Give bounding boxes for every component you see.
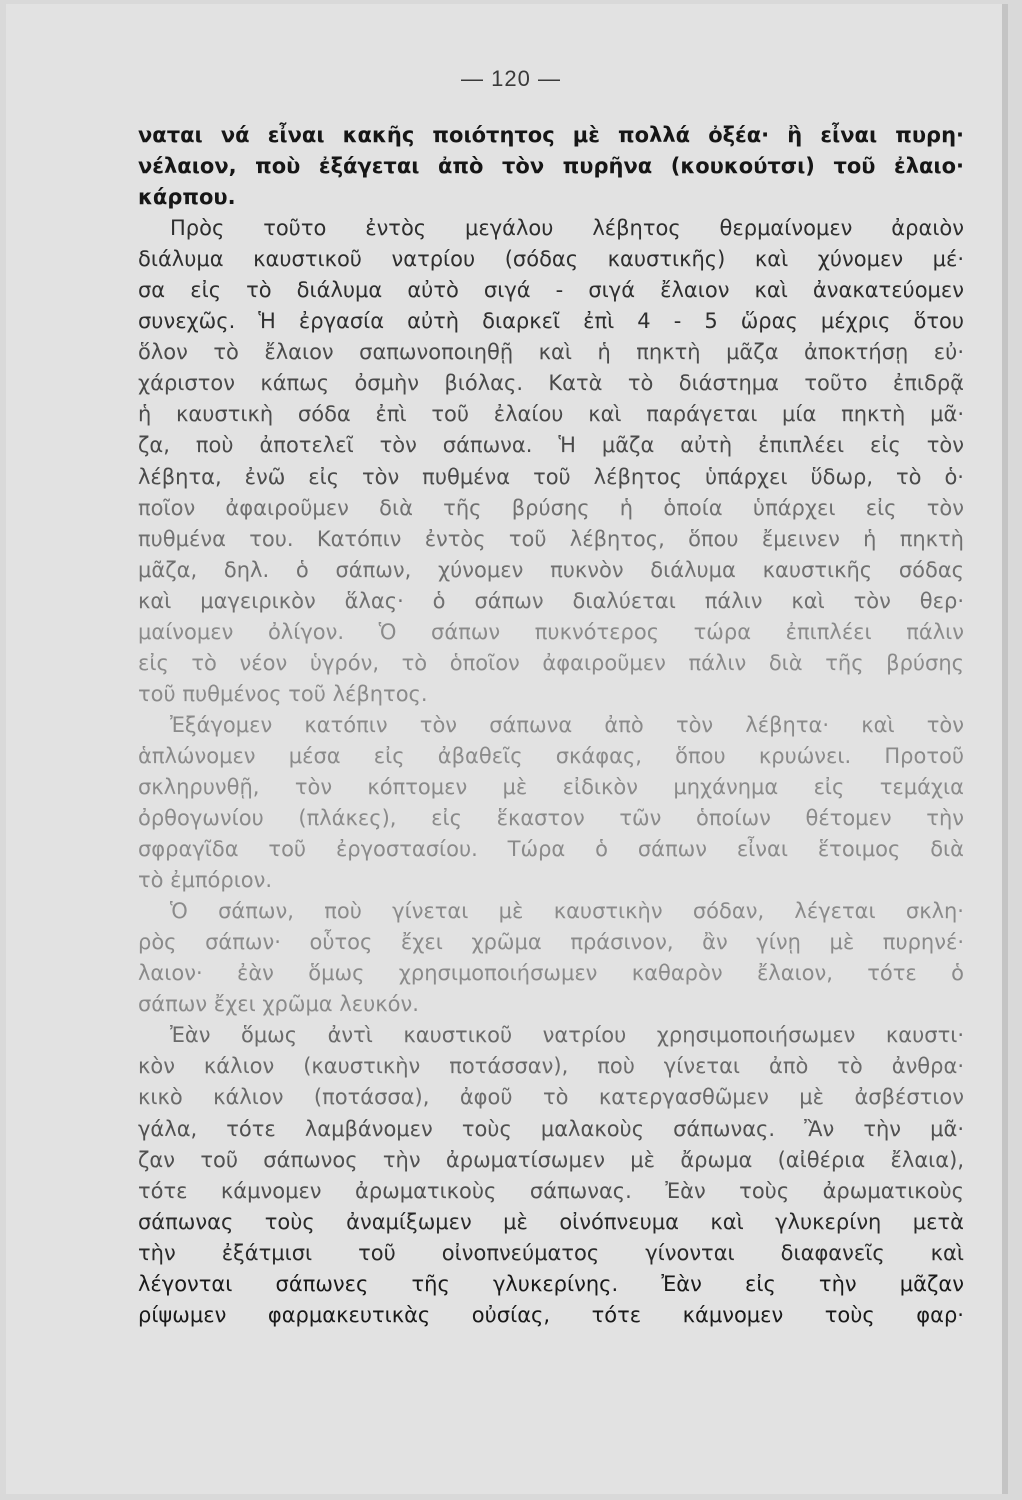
text-line: τὸ ἐμπόριον. [138,868,273,893]
text-line: τότε κάμνομεν ἀρωματικοὺς σάπωνας. Ἐὰν τοὺς ἀρωματικοὺς [138,1178,964,1203]
text-line: σκληρυνθῇ, τὸν κόπτομεν μὲ εἰδικὸν μηχάνημα εἰς τεμάχια [138,774,964,799]
text-line: σα εἰς τὸ διάλυμα αὐτὸ σιγά - σιγά ἔλαιον καὶ ἀνακατεύομεν [138,278,964,303]
text-line: γάλα, τότε λαμβάνομεν τοὺς μαλακοὺς σάπωνας. Ἂν τὴν μᾶ· [138,1116,964,1141]
text-line: ἁπλώνομεν μέσα εἰς ἀβαθεῖς σκάφας, ὅπου κρυώνει. Προτοῦ [138,743,964,768]
text-line: μᾶζα, δηλ. ὁ σάπων, χύνομεν πυκνὸν διάλυμα καυστικῆς σόδας [138,557,964,582]
text-line: λέβητα, ἐνῶ εἰς τὸν πυθμένα τοῦ λέβητος ὑπάρχει ὕδωρ, τὸ ὁ· [138,464,964,489]
text-line: ὅλον τὸ ἔλαιον σαπωνοποιηθῇ καὶ ἡ πηκτὴ μᾶζα ἀποκτήσῃ εὐ· [138,340,964,365]
page-number: — 120 — [461,66,561,91]
text-line: συνεχῶς. Ἡ ἐργασία αὐτὴ διαρκεῖ ἐπὶ 4 - 5 ὥρας μέχρις ὅτου [138,309,964,334]
text-line: κὸν κάλιον (καυστικὴν ποτάσσαν), ποὺ γίνεται ἀπὸ τὸ ἀνθρα· [138,1054,964,1079]
text-line: λέγονται σάπωνες τῆς γλυκερίνης. Ἐὰν εἰς τὴν μᾶζαν [138,1271,964,1296]
text-line: Ὁ σάπων, ποὺ γίνεται μὲ καυστικὴν σόδαν, λέγεται σκλη· [170,899,964,924]
text-line: χάριστον κάπως ὀσμὴν βιόλας. Κατὰ τὸ διάστημα τοῦτο ἐπιδρᾷ [138,371,964,396]
body-text [138,120,964,1331]
text-line: ζα, ποὺ ἀποτελεῖ τὸν σάπωνα. Ἡ μᾶζα αὐτὴ ἐπιπλέει εἰς τὸν [138,433,964,458]
text-line: τοῦ πυθμένος τοῦ λέβητος. [138,681,428,706]
text-line: λαιον· ἐὰν ὅμως χρησιμοποιήσωμεν καθαρὸν ἔλαιον, τότε ὁ [138,961,964,986]
text-line: πυθμένα του. Κατόπιν ἐντὸς τοῦ λέβητος, ὅπου ἔμεινεν ἡ πηκτὴ [138,526,964,551]
text-line: καὶ μαγειρικὸν ἅλας· ὁ σάπων διαλύεται πάλιν καὶ τὸν θερ· [138,588,964,613]
text-line: Ἐὰν ὅμως ἀντὶ καυστικοῦ νατρίου χρησιμοποιήσωμεν καυστι· [170,1023,964,1048]
text-line: σάπωνας τοὺς ἀναμίξωμεν μὲ οἰνόπνευμα καὶ γλυκερίνη μετὰ [138,1209,964,1234]
text-line: ἡ καυστικὴ σόδα ἐπὶ τοῦ ἐλαίου καὶ παράγεται μία πηκτὴ μᾶ· [138,402,964,427]
text-line: εἰς τὸ νέον ὑγρόν, τὸ ὁποῖον ἀφαιροῦμεν πάλιν διὰ τῆς βρύσης [138,650,964,675]
text-line: ὀρθογωνίου (πλάκες), εἰς ἕκαστον τῶν ὁποίων θέτομεν τὴν [138,806,964,831]
text-line: μαίνομεν ὀλίγον. Ὁ σάπων πυκνότερος τώρα ἐπιπλέει πάλιν [138,619,964,644]
text-line: σάπων ἔχει χρῶμα λευκόν. [138,992,419,1017]
text-line: τὴν ἐξάτμισι τοῦ οἰνοπνεύματος γίνονται διαφανεῖς καὶ [138,1240,964,1265]
text-line: κάρπου. [138,185,236,210]
text-line: Ἐξάγομεν κατόπιν τὸν σάπωνα ἀπὸ τὸν λέβητα· καὶ τὸν [170,712,964,737]
text-line: ρὸς σάπων· οὗτος ἔχει χρῶμα πράσινον, ἂν γίνῃ μὲ πυρηνέ· [138,930,964,955]
text-line: ποῖον ἀφαιροῦμεν διὰ τῆς βρύσης ἡ ὁποία ὑπάρχει εἰς τὸν [138,495,964,520]
text-line: κικὸ κάλιον (ποτάσσα), ἀφοῦ τὸ κατεργασθῶμεν μὲ ἀσβέστιον [138,1085,964,1110]
text-line: σφραγῖδα τοῦ ἐργοστασίου. Τώρα ὁ σάπων εἶναι ἕτοιμος διὰ [138,837,964,862]
text-line: διάλυμα καυστικοῦ νατρίου (σόδας καυστικῆς) καὶ χύνομεν μέ· [138,247,964,272]
text-line: ναται νά εἶναι κακῆς ποιότητος μὲ πολλά ὀξέα· ἢ εἶναι πυρη· [138,123,964,147]
text-line: Πρὸς τοῦτο ἐντὸς μεγάλου λέβητος θερμαίνομεν ἀραιὸν [170,216,964,241]
text-line: ρίψωμεν φαρμακευτικὰς οὐσίας, τότε κάμνομεν τοὺς φαρ· [138,1302,964,1327]
text-line: ζαν τοῦ σάπωνος τὴν ἀρωματίσωμεν μὲ ἄρωμα (αἰθέρια ἔλαια), [138,1147,964,1172]
text-line: νέλαιον, ποὺ ἐξάγεται ἀπὸ τὸν πυρῆνα (κουκούτσι) τοῦ ἐλαιο· [138,154,964,179]
